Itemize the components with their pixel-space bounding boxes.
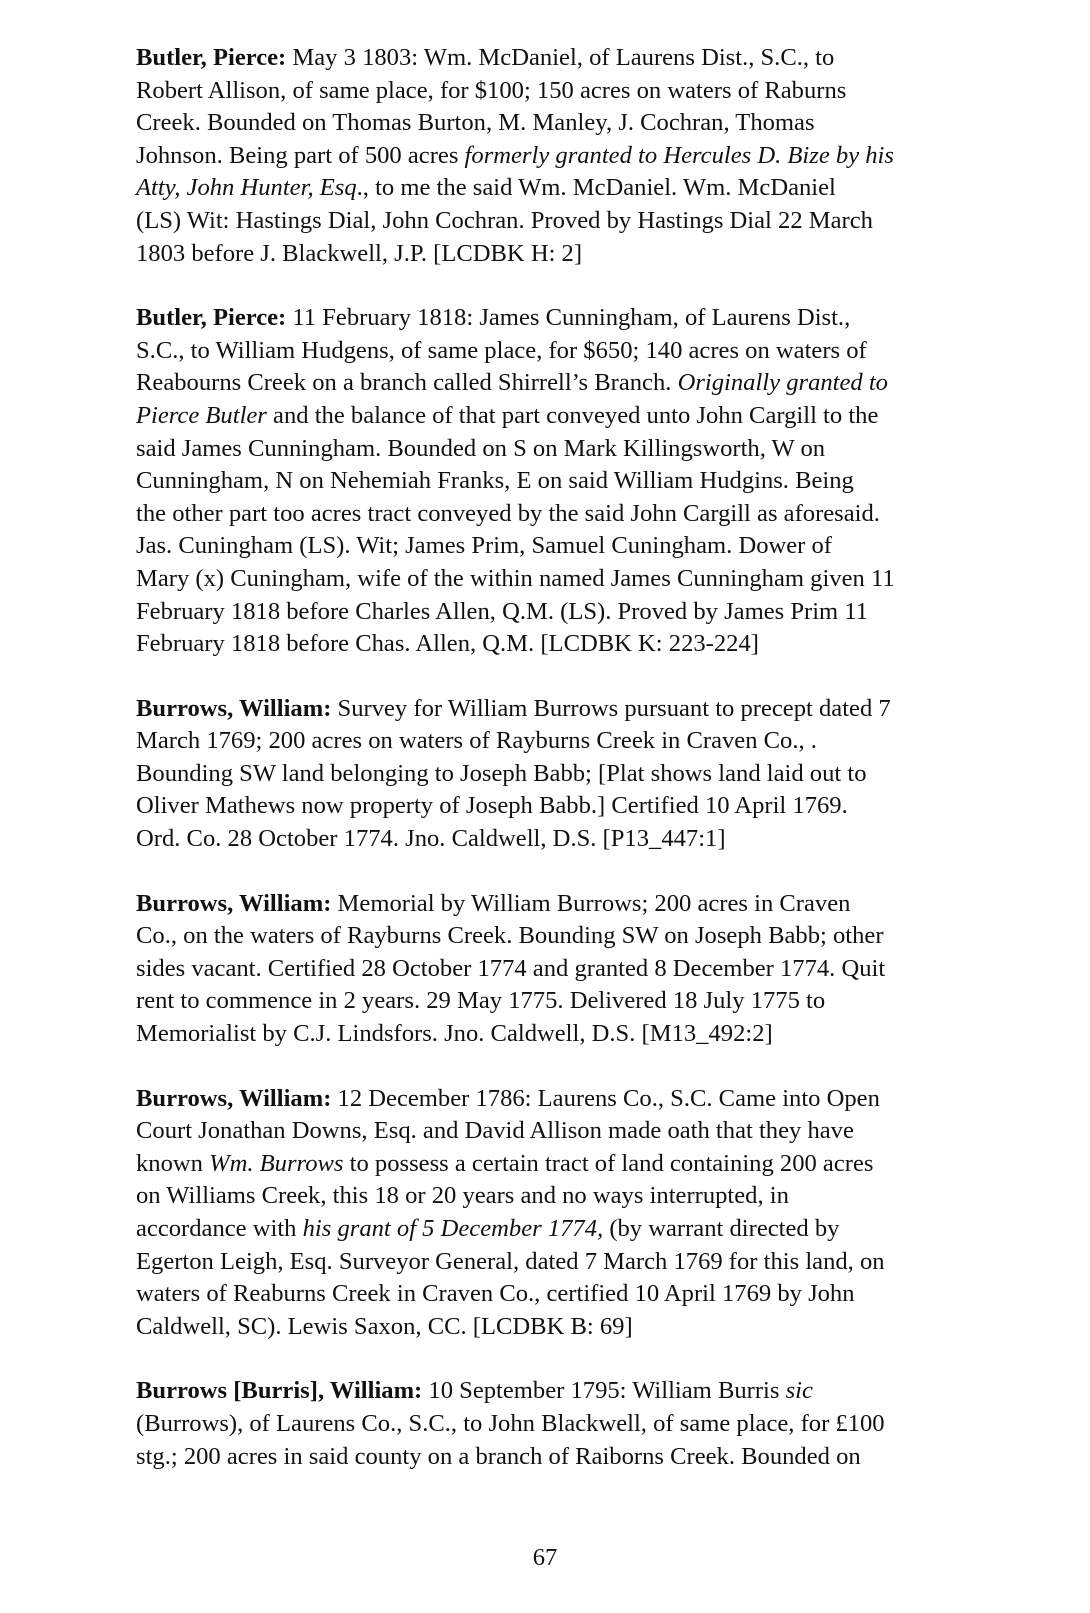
entry-text: Co., on the waters of Rayburns Creek. Bounding SW on Joseph Babb; other bbox=[136, 922, 884, 950]
entry-text: (LS) Wit: Hastings Dial, John Cochran. Proved by Hastings Dial 22 March bbox=[136, 206, 873, 234]
text-line bbox=[136, 1441, 1006, 1474]
text-line bbox=[136, 823, 1006, 856]
entry-text: rent to commence in 2 years. 29 May 1775. Delivered 18 July 1775 to bbox=[136, 987, 826, 1015]
text-line bbox=[136, 172, 1006, 205]
italic-text: sic bbox=[785, 1377, 813, 1405]
entry-text: said James Cunningham. Bounded on S on Mark Killingsworth, W on bbox=[136, 434, 826, 462]
italic-text: his grant of 5 December 1774, bbox=[302, 1215, 604, 1242]
entry-text: February 1818 before Charles Allen, Q.M. (LS). Proved by James Prim 11 bbox=[136, 597, 868, 625]
text-line bbox=[136, 725, 1006, 758]
entry-text: (by warrant directed by bbox=[603, 1215, 840, 1242]
entry-text: March 1769; 200 acres on waters of Rayburns Creek in Craven Co., . bbox=[136, 727, 817, 755]
entry-heading: Burrows [Burris], William: bbox=[136, 1377, 423, 1405]
text-line bbox=[136, 985, 1006, 1018]
text-line bbox=[136, 1083, 1006, 1116]
text-line bbox=[136, 790, 1006, 823]
entry-text: 1803 before J. Blackwell, J.P. [LCDBK H: 2] bbox=[136, 239, 583, 267]
entry-text: 10 September 1795: William Burris bbox=[422, 1377, 786, 1405]
entry-text: Egerton Leigh, Esq. Surveyor General, dated 7 March 1769 for this land, on bbox=[136, 1247, 885, 1275]
entry-heading: Burrows, William: bbox=[136, 694, 332, 722]
deed-entry bbox=[136, 693, 1006, 856]
entry-text: Robert Allison, of same place, for $100; 150 acres on waters of Raburns bbox=[136, 76, 847, 104]
text-line bbox=[136, 140, 1006, 173]
text-line bbox=[136, 498, 1006, 531]
text-line bbox=[136, 920, 1006, 953]
deed-entry bbox=[136, 42, 1006, 270]
text-line bbox=[136, 400, 1006, 433]
entry-text: and the balance of that part conveyed unto John Cargill to the bbox=[266, 401, 879, 429]
text-line bbox=[136, 1115, 1006, 1148]
entry-list bbox=[136, 42, 1006, 1473]
deed-entry bbox=[136, 302, 1006, 661]
text-line bbox=[136, 953, 1006, 986]
text-line bbox=[136, 205, 1006, 238]
entry-text: S.C., to William Hudgens, of same place, for $650; 140 acres on waters of bbox=[136, 336, 867, 364]
deed-entry bbox=[136, 1083, 1006, 1344]
text-line bbox=[136, 335, 1006, 368]
text-line bbox=[136, 367, 1006, 400]
text-line bbox=[136, 1148, 1006, 1181]
italic-text: Originally granted to bbox=[677, 369, 888, 397]
text-line bbox=[136, 107, 1006, 140]
page-number: 67 bbox=[532, 1544, 558, 1571]
entry-text: Memorialist by C.J. Lindsfors. Jno. Caldwell, D.S. [M13_492:2] bbox=[136, 1020, 773, 1048]
text-line bbox=[136, 596, 1006, 629]
text-line bbox=[136, 530, 1006, 563]
entry-text: accordance with bbox=[136, 1215, 303, 1242]
entry-text: May 3 1803: Wm. McDaniel, of Laurens Dist., S.C., to bbox=[286, 44, 835, 71]
text-line bbox=[136, 628, 1006, 661]
document-body bbox=[136, 42, 1006, 1473]
entry-text: Bounding SW land belonging to Joseph Babb; [Plat shows land laid out to bbox=[136, 759, 867, 787]
deed-entry bbox=[136, 888, 1006, 1051]
entry-text: February 1818 before Chas. Allen, Q.M. [LCDBK K: 223-224] bbox=[136, 630, 759, 658]
entry-text: Survey for William Burrows pursuant to precept dated 7 bbox=[331, 694, 891, 722]
entry-text: 11 February 1818: James Cunningham, of Laurens Dist., bbox=[286, 304, 851, 332]
text-line bbox=[136, 1246, 1006, 1279]
entry-text: sides vacant. Certified 28 October 1774 and granted 8 December 1774. Quit bbox=[136, 954, 886, 982]
text-line bbox=[136, 693, 1006, 726]
entry-text: Cunningham, N on Nehemiah Franks, E on said William Hudgins. Being bbox=[136, 467, 854, 495]
text-line bbox=[136, 1018, 1006, 1051]
entry-text: waters of Reaburns Creek in Craven Co., certified 10 April 1769 by John bbox=[136, 1280, 855, 1308]
entry-heading: Burrows, William: bbox=[136, 1084, 332, 1112]
text-line bbox=[136, 1213, 1006, 1246]
text-line bbox=[136, 433, 1006, 466]
entry-text: Ord. Co. 28 October 1774. Jno. Caldwell, D.S. [P13_447:1] bbox=[136, 825, 726, 853]
italic-text: Wm. Burrows bbox=[209, 1149, 344, 1177]
text-line bbox=[136, 42, 1006, 75]
entry-text: Memorial by William Burrows; 200 acres in Craven bbox=[331, 889, 851, 917]
entry-text: Creek. Bounded on Thomas Burton, M. Manley, J. Cochran, Thomas bbox=[136, 109, 815, 137]
entry-text: Mary (x) Cuningham, wife of the within named James Cunningham given 11 bbox=[136, 564, 895, 592]
entry-text: 12 December 1786: Laurens Co., S.C. Came into Open bbox=[331, 1084, 880, 1112]
entry-text: (Burrows), of Laurens Co., S.C., to John Blackwell, of same place, for £100 bbox=[136, 1409, 885, 1437]
text-line bbox=[136, 1375, 1006, 1408]
text-line bbox=[136, 465, 1006, 498]
text-line bbox=[136, 1408, 1006, 1441]
text-line bbox=[136, 888, 1006, 921]
entry-text: to possess a certain tract of land containing 200 acres bbox=[343, 1149, 874, 1177]
entry-heading: Butler, Pierce: bbox=[136, 44, 287, 71]
entry-text: Court Jonathan Downs, Esq. and David Allison made oath that they have bbox=[136, 1117, 854, 1145]
text-line bbox=[136, 563, 1006, 596]
entry-heading: Burrows, William: bbox=[136, 889, 332, 917]
entry-text: Reabourns Creek on a branch called Shirrell’s Branch. bbox=[136, 369, 678, 397]
entry-text: Caldwell, SC). Lewis Saxon, CC. [LCDBK B: 69] bbox=[136, 1312, 633, 1340]
text-line bbox=[136, 1278, 1006, 1311]
italic-text: formerly granted to Hercules D. Bize by his bbox=[464, 141, 894, 169]
entry-text: Jas. Cuningham (LS). Wit; James Prim, Samuel Cuningham. Dower of bbox=[136, 532, 832, 560]
text-line bbox=[136, 758, 1006, 791]
entry-text: the other part too acres tract conveyed by the said John Cargill as aforesaid. bbox=[136, 499, 880, 527]
entry-text: known bbox=[136, 1149, 210, 1177]
text-line bbox=[136, 1180, 1006, 1213]
text-line bbox=[136, 75, 1006, 108]
entry-text: stg.; 200 acres in said county on a branch of Raiborns Creek. Bounded on bbox=[136, 1442, 861, 1470]
text-line bbox=[136, 238, 1006, 271]
entry-text: Oliver Mathews now property of Joseph Babb.] Certified 10 April 1769. bbox=[136, 792, 848, 820]
italic-text: Pierce Butler bbox=[136, 401, 267, 429]
entry-text: ., to me the said Wm. McDaniel. Wm. McDaniel bbox=[356, 174, 836, 202]
text-line bbox=[136, 1311, 1006, 1344]
entry-heading: Butler, Pierce: bbox=[136, 304, 287, 332]
italic-text: Atty, John Hunter, Esq bbox=[136, 174, 357, 202]
entry-text: on Williams Creek, this 18 or 20 years and no ways interrupted, in bbox=[136, 1182, 789, 1210]
entry-text: Johnson. Being part of 500 acres bbox=[136, 141, 465, 169]
deed-entry bbox=[136, 1375, 1006, 1473]
text-line bbox=[136, 302, 1006, 335]
